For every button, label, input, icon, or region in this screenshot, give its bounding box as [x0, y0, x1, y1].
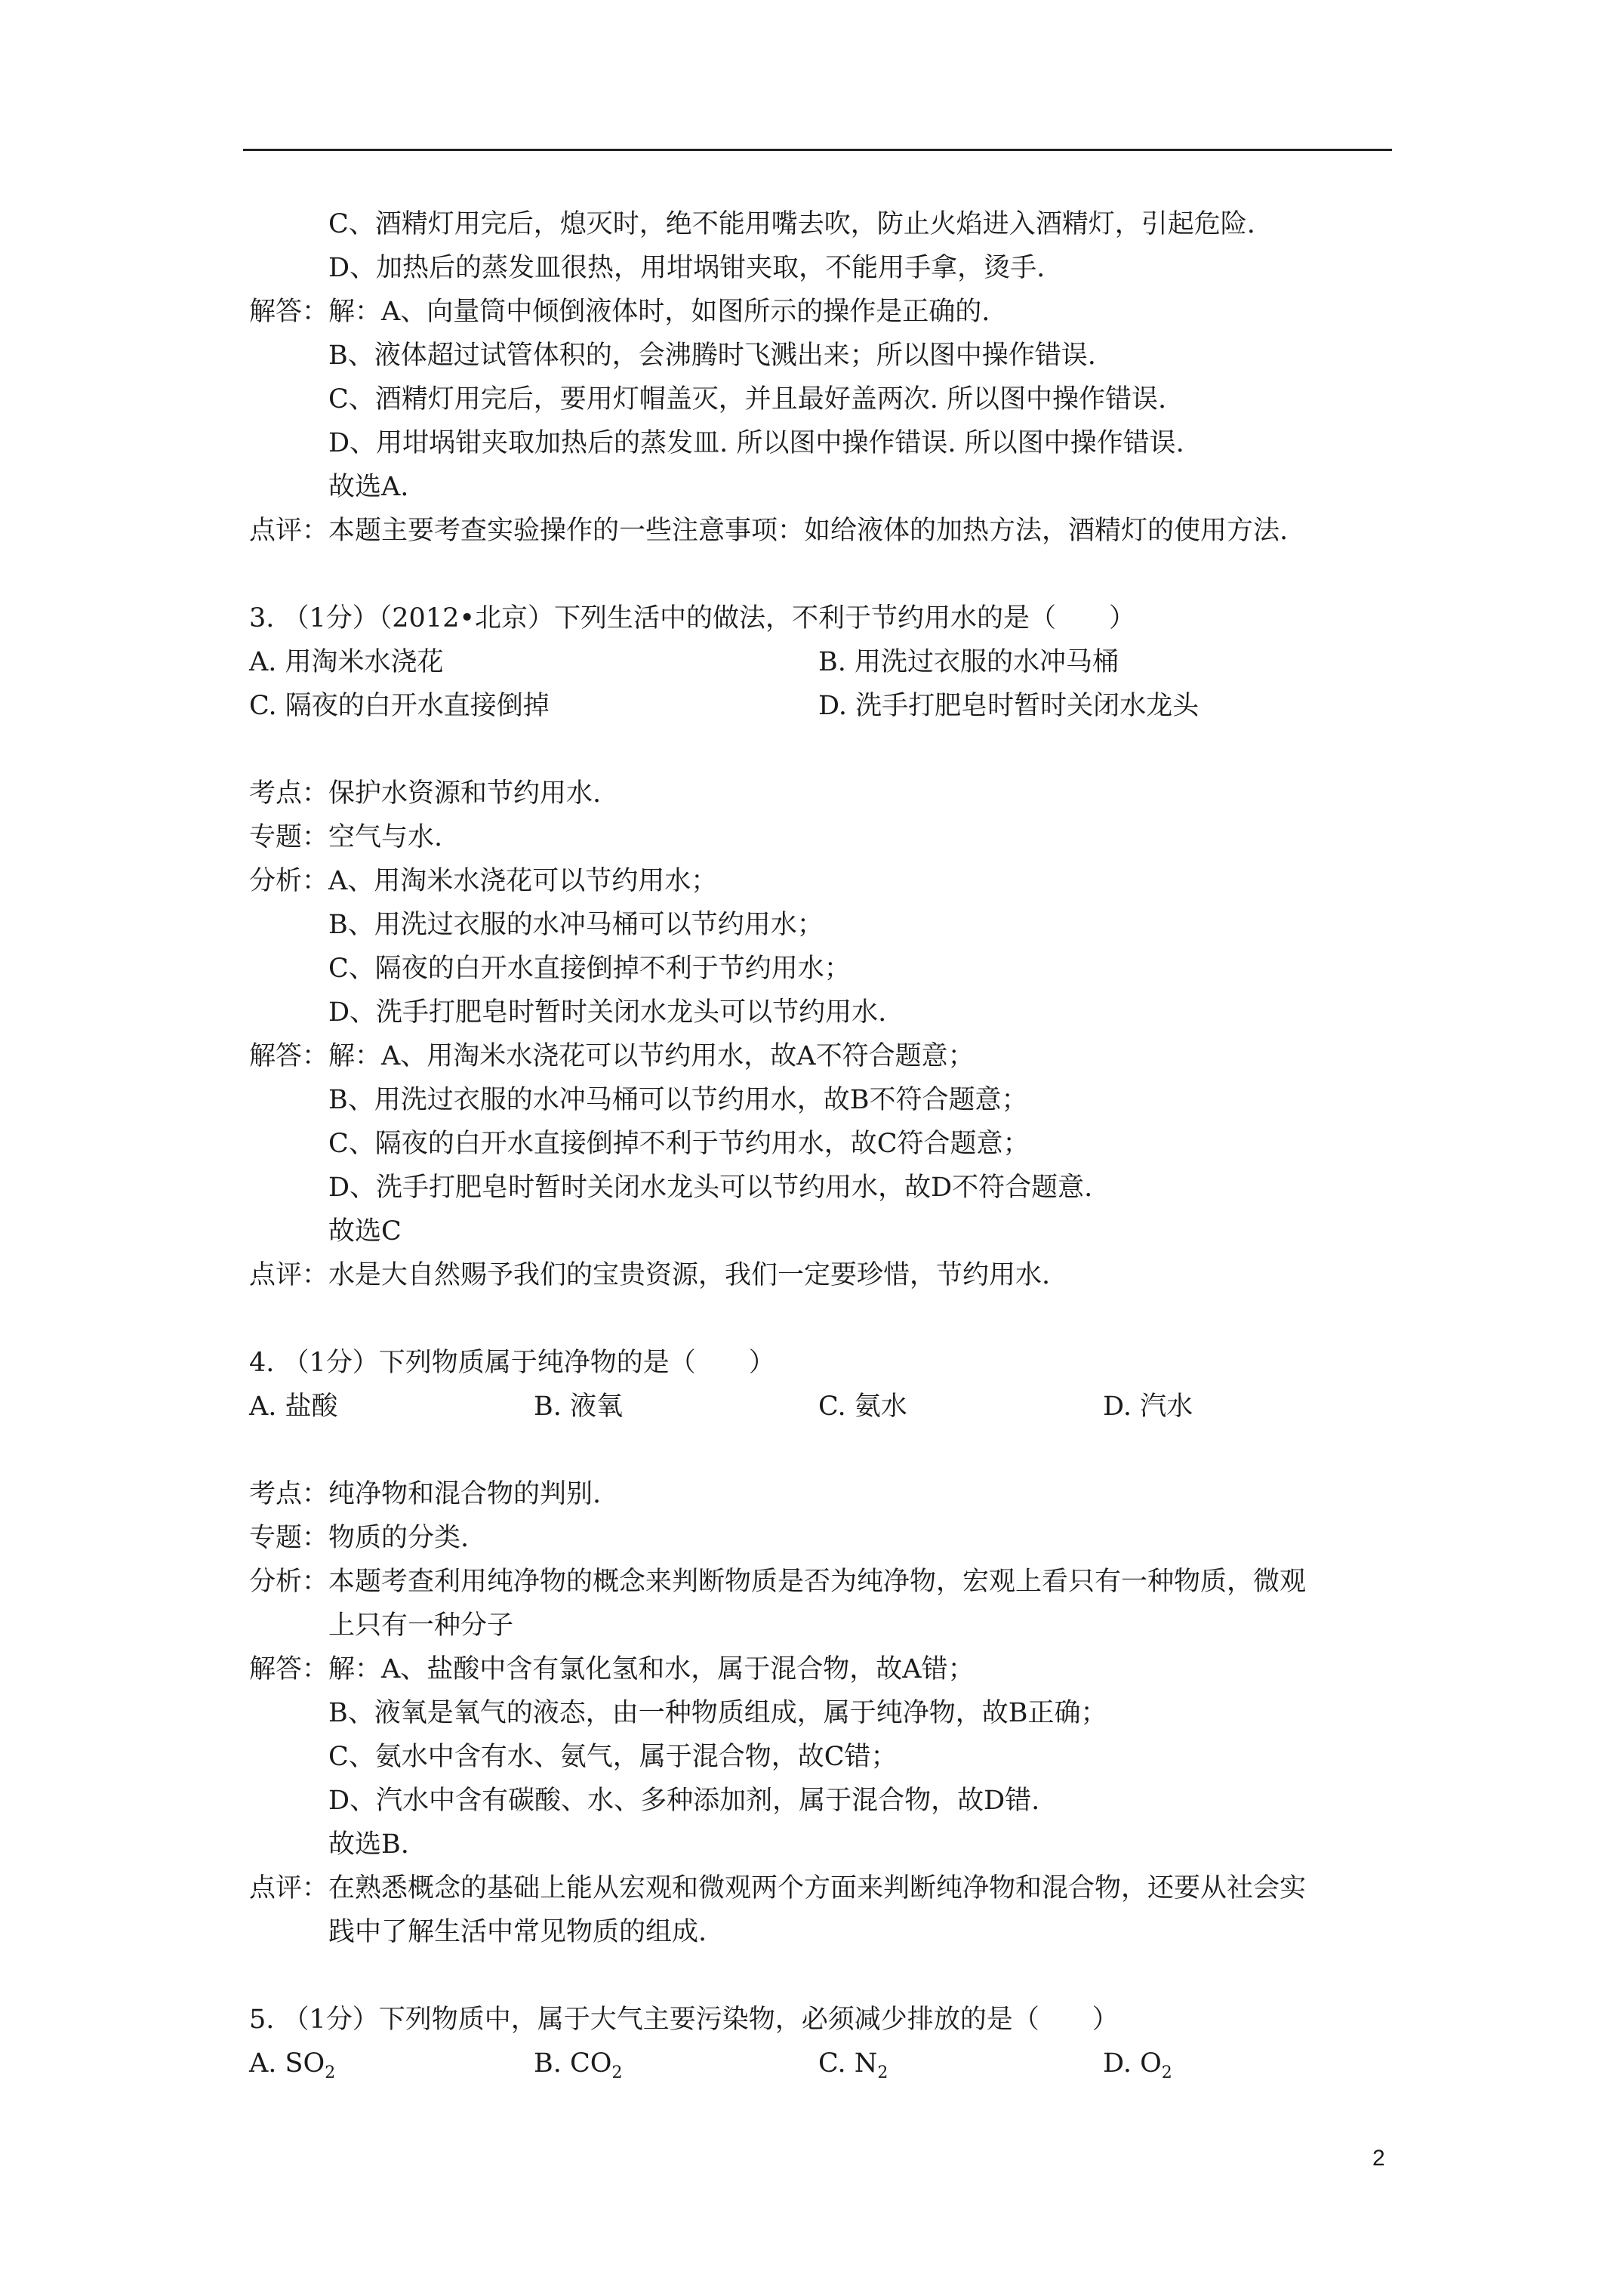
q3-kaodian: 考点：保护水资源和节约用水.	[249, 778, 602, 809]
q3-answer-line-1: 解答：解：A、用淘米水浇花可以节约用水，故A不符合题意；	[249, 1041, 975, 1071]
q3-analysis-line-4: D、洗手打肥皂时暂时关闭水龙头可以节约用水.	[328, 997, 887, 1028]
q2-option-c-note: C、酒精灯用完后，熄灭时，绝不能用嘴去吹，防止火焰进入酒精灯，引起危险.	[328, 209, 1255, 239]
q3-analysis-line-1: 分析：A、用淘米水浇花可以节约用水；	[249, 866, 718, 896]
q3-stem: 3. （1分）（2012•北京）下列生活中的做法，不利于节约用水的是（ ）	[249, 603, 1136, 633]
q4-answer-choice: 故选B.	[328, 1829, 409, 1860]
q3-option-a: A. 用淘米水浇花	[249, 647, 444, 677]
q2-answer-line-4: D、用坩埚钳夹取加热后的蒸发皿. 所以图中操作错误. 所以图中操作错误.	[328, 428, 1184, 458]
q3-options-row-2	[249, 684, 1397, 728]
q4-option-a: A. 盐酸	[249, 1391, 338, 1422]
q5-options-row	[249, 2042, 1397, 2085]
q4-analysis-line-1: 分析：本题考查利用纯净物的概念来判断物质是否为纯净物，宏观上看只有一种物质，微观	[249, 1567, 1307, 1597]
q5-stem: 5. （1分）下列物质中，属于大气主要污染物，必须减少排放的是（ ）	[249, 2005, 1119, 2035]
q4-option-d: D. 汽水	[1103, 1391, 1193, 1422]
q3-options-row-1	[249, 640, 1397, 684]
q5-option-a: A. $SO_2$	[249, 2048, 336, 2082]
q5-option-b: B. $CO_2$	[534, 2048, 623, 2082]
q5-option-d: D. $O_2$	[1103, 2048, 1172, 2082]
q4-comment-line-1: 点评：在熟悉概念的基础上能从宏观和微观两个方面来判断纯净物和混合物，还要从社会实	[249, 1873, 1307, 1903]
q3-analysis-line-3: C、隔夜的白开水直接倒掉不利于节约用水；	[328, 954, 851, 984]
q4-answer-line-3: C、氨水中含有水、氨气，属于混合物，故C错；	[328, 1742, 898, 1772]
q2-answer-line-1: 解答：解：A、向量筒中倾倒液体时，如图所示的操作是正确的.	[249, 297, 990, 327]
q4-comment-line-2: 践中了解生活中常见物质的组成.	[328, 1917, 707, 1947]
q3-zhuanti: 专题：空气与水.	[249, 822, 443, 852]
q3-analysis-line-2: B、用洗过衣服的水冲马桶可以节约用水；	[328, 910, 824, 940]
q4-zhuanti: 专题：物质的分类.	[249, 1523, 470, 1553]
q3-option-b: B. 用洗过衣服的水冲马桶	[818, 647, 1119, 677]
header-rule	[243, 149, 1392, 151]
q2-comment: 点评：本题主要考查实验操作的一些注意事项：如给液体的加热方法，酒精灯的使用方法.	[249, 516, 1289, 546]
q4-analysis-line-2: 上只有一种分子	[328, 1610, 514, 1641]
q4-option-c: C. 氨水	[818, 1391, 907, 1422]
q2-option-d-note: D、加热后的蒸发皿很热，用坩埚钳夹取，不能用手拿，烫手.	[328, 253, 1046, 283]
q3-answer-line-4: D、洗手打肥皂时暂时关闭水龙头可以节约用水，故D不符合题意.	[328, 1173, 1093, 1203]
q3-answer-choice: 故选C	[328, 1216, 402, 1247]
q3-option-c: C. 隔夜的白开水直接倒掉	[249, 691, 550, 721]
q2-answer-line-2: B、液体超过试管体积的，会沸腾时飞溅出来；所以图中操作错误.	[328, 341, 1096, 371]
q3-comment: 点评：水是大自然赐予我们的宝贵资源，我们一定要珍惜，节约用水.	[249, 1260, 1051, 1290]
q2-answer-line-3: C、酒精灯用完后，要用灯帽盖灭，并且最好盖两次. 所以图中操作错误.	[328, 384, 1167, 415]
q4-kaodian: 考点：纯净物和混合物的判别.	[249, 1479, 602, 1509]
comment-label: 点评：	[249, 516, 329, 546]
q4-stem: 4. （1分）下列物质属于纯净物的是（ ）	[249, 1348, 775, 1378]
q4-options-row	[249, 1385, 1397, 1428]
q3-answer-line-3: C、隔夜的白开水直接倒掉不利于节约用水，故C符合题意；	[328, 1129, 1030, 1159]
page-number: 2	[1372, 2146, 1385, 2171]
q5-option-c: C. $N_2$	[818, 2048, 888, 2082]
q4-answer-line-4: D、汽水中含有碳酸、水、多种添加剂，属于混合物，故D错.	[328, 1786, 1040, 1816]
answer-label: 解答：	[249, 297, 329, 327]
q3-option-d: D. 洗手打肥皂时暂时关闭水龙头	[818, 691, 1200, 721]
q4-answer-line-1: 解答：解：A、盐酸中含有氯化氢和水，属于混合物，故A错；	[249, 1654, 975, 1684]
q3-answer-line-2: B、用洗过衣服的水冲马桶可以节约用水，故B不符合题意；	[328, 1085, 1028, 1115]
page-content	[249, 202, 1397, 2085]
q4-option-b: B. 液氧	[534, 1391, 623, 1422]
q2-answer-choice: 故选A.	[328, 472, 409, 502]
q4-answer-line-2: B、液氧是氧气的液态，由一种物质组成，属于纯净物，故B正确；	[328, 1698, 1107, 1728]
